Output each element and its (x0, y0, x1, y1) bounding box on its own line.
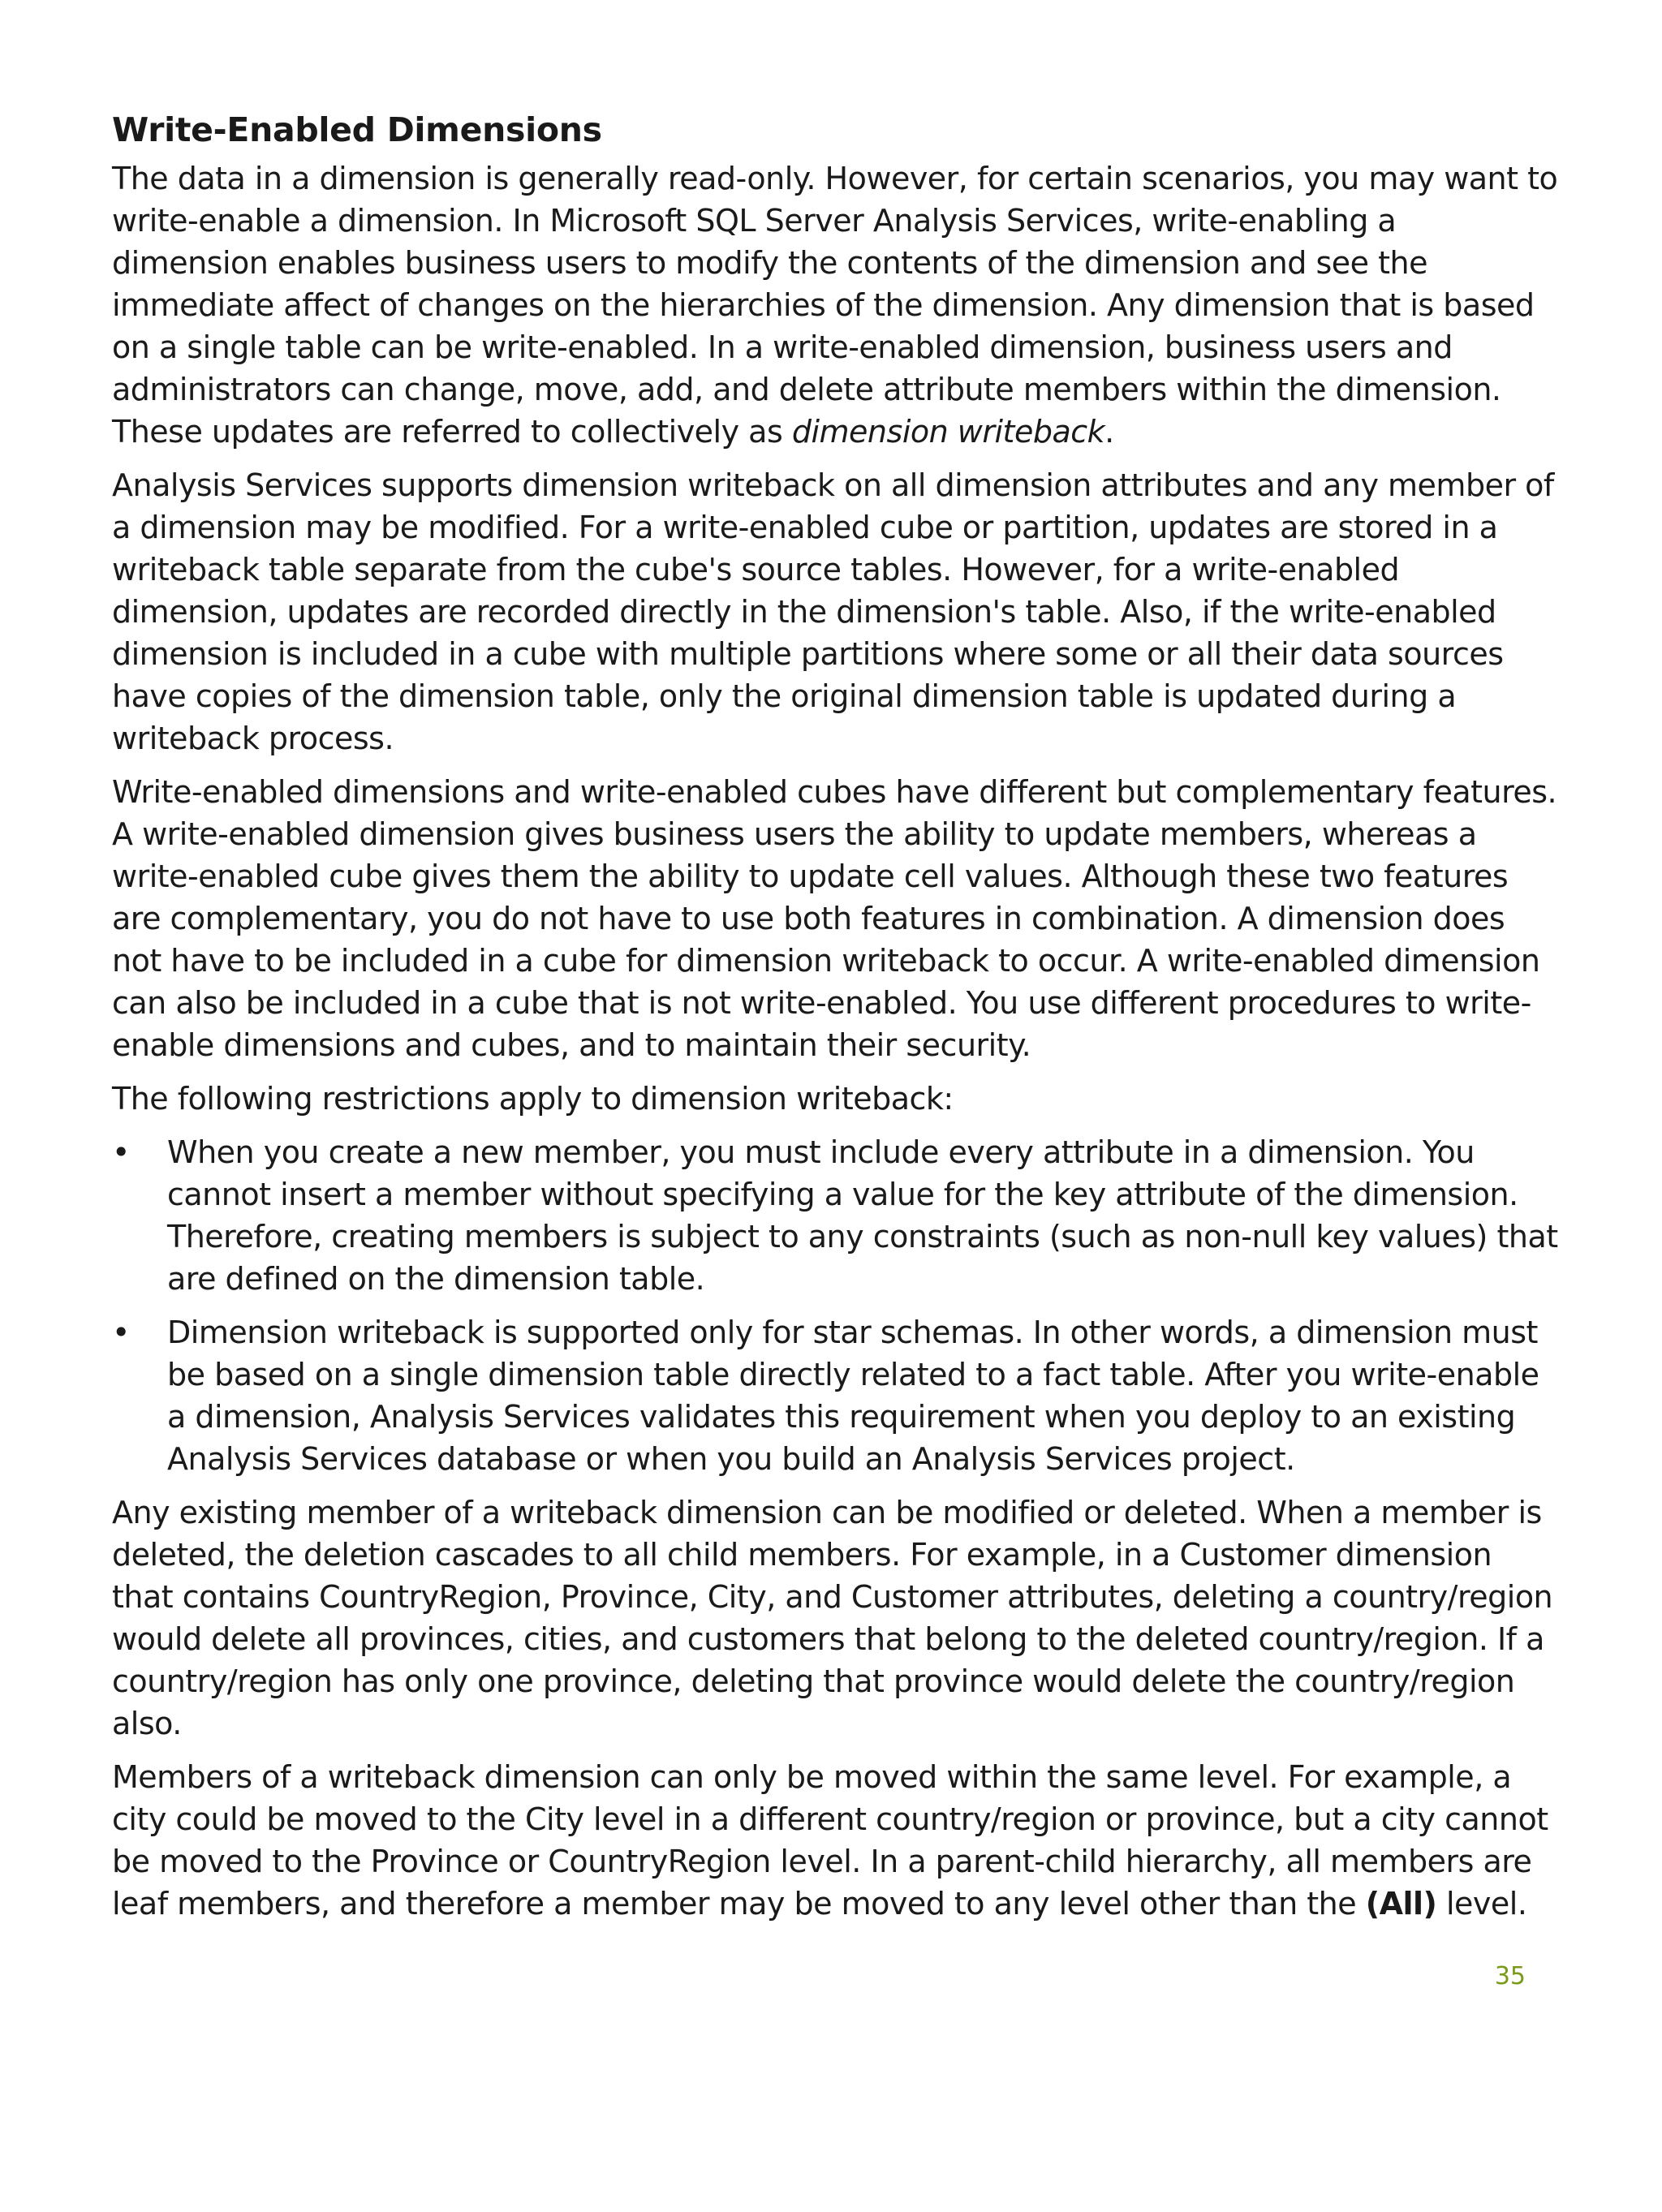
paragraph-move-members-end: level. (1436, 1886, 1527, 1922)
paragraph-intro-text: The data in a dimension is generally read-only. However, for certain scenarios, you may want to write-enable a dimension. In Microsoft SQL Server Analysis Services, write-enabling a dimension enables business users to modify the contents of the dimension and see the immediate affect of changes on the hierarchies of the dimension. Any dimension that is based on a single table can be write-enabled. In a write-enabled dimension, business users and administrators can change, move, add, and delete attribute members within the dimension. These updates are referred to collectively as (112, 161, 1558, 450)
paragraph-move-members-text: Members of a writeback dimension can only be moved within the same level. For example, a city could be moved to the City level in a different country/region or province, but a city cannot be moved to the Province or CountryRegion level. In a parent-child hierarchy, all members are leaf members, and therefore a member may be moved to any level other than the (112, 1759, 1548, 1922)
paragraph-dimensions-vs-cubes: Write-enabled dimensions and write-enabled cubes have different but complementary features. A write-enabled dimension gives business users the ability to update members, whereas a write-enabled cube gives them the ability to update cell values. Although these two features are complementary, you do not have to use both features in combination. A dimension does not have to be included in a cube for dimension writeback to occur. A write-enabled dimension can also be included in a cube that is not write-enabled. You use different procedures to write-enable dimensions and cubes, and to maintain their security. (112, 774, 1557, 1063)
paragraph-intro (112, 157, 1558, 453)
list-item-text: Dimension writeback is supported only for star schemas. In other words, a dimension must be based on a single dimension table directly related to a fact table. After you write-enable a dimension, Analysis Services validates this requirement when you deploy to an existing Analysis Services database or when you build an Analysis Services project. (167, 1315, 1539, 1477)
all-level-term: (All) (1365, 1886, 1437, 1922)
term-dimension-writeback: dimension writeback (791, 414, 1105, 450)
paragraph-restrictions-intro: The following restrictions apply to dimension writeback: (112, 1081, 954, 1117)
paragraph-intro-end: . (1104, 414, 1114, 450)
restrictions-list (112, 1131, 1558, 1480)
bullet-icon: • (112, 1315, 130, 1350)
list-item-text: When you create a new member, you must include every attribute in a dimension. You cannot insert a member without specifying a value for the key attribute of the dimension. Therefore, creating members is subject to any constraints (such as non-null key values) that are defined on the dimension table. (167, 1134, 1558, 1297)
paragraph-modify-delete: Any existing member of a writeback dimension can be modified or deleted. When a member is deleted, the deletion cascades to all child members. For example, in a Customer dimension that contains CountryRegion, Province, City, and Customer attributes, deleting a country/region would delete all provinces, cities, and customers that belong to the deleted country/region. If a country/region has only one province, deleting that province would delete the country/region also. (112, 1495, 1553, 1741)
section-heading: Write-Enabled Dimensions (112, 110, 602, 149)
list-item (112, 1311, 1558, 1480)
list-item (112, 1131, 1558, 1300)
document-page (112, 107, 1558, 1936)
paragraph-writeback-support: Analysis Services supports dimension writeback on all dimension attributes and any member of a dimension may be modified. For a write-enabled cube or partition, updates are stored in a writeback table separate from the cube's source tables. However, for a write-enabled dimension, updates are recorded directly in the dimension's table. Also, if the write-enabled dimension is included in a cube with multiple partitions where some or all their data sources have copies of the dimension table, only the original dimension table is updated during a writeback process. (112, 467, 1554, 756)
bullet-icon: • (112, 1134, 130, 1170)
page-number: 35 (1494, 1962, 1526, 1990)
paragraph-move-members (112, 1756, 1558, 1925)
